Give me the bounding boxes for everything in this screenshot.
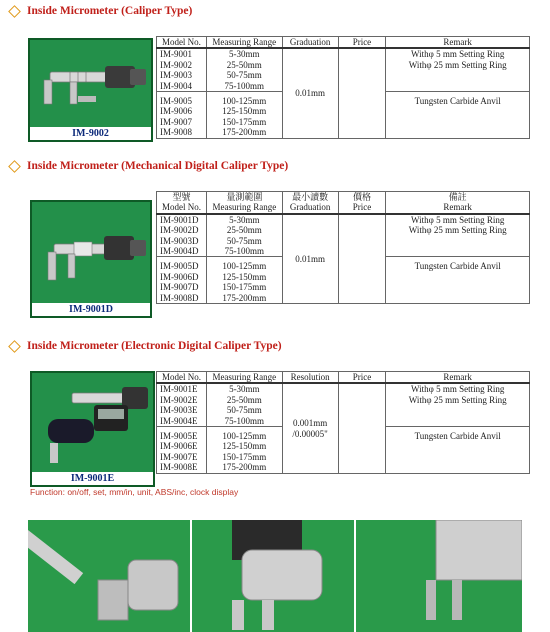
- spec-table-mechanical: [156, 191, 530, 304]
- micrometer-illustration: [30, 40, 153, 132]
- list-item: IM-9006D: [160, 271, 199, 282]
- list-item: IM-9006: [160, 106, 192, 117]
- product-photo-im9001d: [30, 200, 152, 318]
- product-photo-im9002: [28, 38, 153, 142]
- diamond-bullet-icon: [8, 160, 21, 173]
- list-item: Remark: [443, 372, 472, 382]
- micrometer-illustration: [32, 202, 152, 308]
- header-price: [338, 372, 386, 384]
- range-list: [206, 214, 282, 257]
- list-item: Resolution: [290, 372, 330, 382]
- list-item: 5-30mm: [229, 384, 260, 395]
- list-item: Remark: [443, 37, 472, 47]
- list-item: 25-50mm: [226, 225, 262, 236]
- list-item: 量測範圍: [226, 192, 263, 202]
- model-list: [157, 92, 207, 139]
- list-item: IM-9004D: [160, 246, 199, 257]
- list-item: 175-200mm: [222, 462, 267, 473]
- list-item: 備註: [448, 192, 467, 202]
- list-item: IM-9005: [160, 96, 192, 107]
- table-header-row: [157, 192, 530, 214]
- remark-rings: [386, 48, 530, 91]
- micrometer-illustration: [32, 373, 155, 477]
- list-item: Withφ 25 mm Setting Ring: [408, 59, 507, 70]
- list-item: Withφ 25 mm Setting Ring: [408, 225, 507, 236]
- closeup-photo-left: [28, 520, 190, 632]
- remark-anvil: Tungsten Carbide Anvil: [386, 92, 530, 139]
- list-item: IM-9001: [160, 49, 192, 60]
- closeup-photo-right: [356, 520, 522, 632]
- function-note: Function: on/off, set, mm/in, unit, ABS/inc, clock display: [30, 487, 239, 497]
- header-graduation: [282, 192, 338, 214]
- list-item: Withφ 25 mm Setting Ring: [408, 394, 507, 405]
- list-item: 125-150mm: [222, 271, 267, 282]
- table-header-row: [157, 372, 530, 384]
- list-item: Price: [352, 202, 372, 213]
- list-item: 價格: [352, 192, 371, 202]
- list-item: Graduation: [289, 202, 331, 213]
- list-item: 175-200mm: [222, 292, 267, 303]
- graduation-value: [282, 214, 338, 304]
- section-title-caliper: Inside Micrometer (Caliper Type): [6, 3, 192, 19]
- list-item: IM-9003D: [160, 235, 199, 246]
- list-item: /0.00005": [292, 428, 328, 439]
- list-item: IM-9003E: [160, 405, 198, 416]
- range-list: [206, 48, 282, 91]
- list-item: IM-9001E: [160, 384, 198, 395]
- list-item: 125-150mm: [222, 106, 267, 117]
- range-list: [206, 92, 282, 139]
- graduation-value: [282, 48, 338, 138]
- header-graduation: [282, 37, 338, 49]
- closeup-illustration: [192, 520, 354, 632]
- list-item: Model No.: [161, 202, 201, 213]
- model-list: [157, 48, 207, 91]
- list-item: 100-125mm: [222, 261, 267, 272]
- closeup-photo-middle: [192, 520, 354, 632]
- list-item: Withφ 5 mm Setting Ring: [411, 384, 505, 395]
- price-value: [338, 214, 386, 304]
- section-title-mechanical: Inside Micrometer (Mechanical Digital Caliper Type): [6, 158, 288, 174]
- table-header-row: [157, 37, 530, 49]
- list-item: IM-9005E: [160, 431, 198, 442]
- remark-rings: [386, 214, 530, 257]
- list-item: IM-9004: [160, 80, 192, 91]
- range-list: [206, 383, 282, 426]
- list-item: 最小讀數: [292, 192, 329, 202]
- list-item: IM-9002E: [160, 394, 198, 405]
- remark-rings: [386, 383, 530, 426]
- list-item: IM-9002: [160, 59, 192, 70]
- price-value: [338, 48, 386, 138]
- list-item: IM-9007D: [160, 282, 199, 293]
- list-item: 150-175mm: [222, 116, 267, 127]
- price-value: [338, 383, 386, 473]
- list-item: IM-9001D: [160, 214, 199, 225]
- list-item: Graduation: [289, 37, 331, 47]
- list-item: IM-9003: [160, 70, 192, 81]
- list-item: IM-9008: [160, 127, 192, 138]
- list-item: IM-9007: [160, 116, 192, 127]
- list-item: Withφ 5 mm Setting Ring: [410, 49, 505, 60]
- list-item: 50-75mm: [226, 235, 262, 246]
- header-model: [157, 37, 207, 49]
- section-title-electronic: Inside Micrometer (Electronic Digital Caliper Type): [6, 338, 282, 354]
- list-item: Measuring Range: [212, 202, 277, 213]
- list-item: 0.01mm: [295, 88, 325, 99]
- list-item: 100-125mm: [222, 96, 267, 107]
- list-item: 50-75mm: [226, 405, 262, 416]
- header-range: [206, 37, 282, 49]
- model-list: [157, 257, 207, 304]
- list-item: 50-75mm: [226, 70, 262, 81]
- header-model: [157, 372, 207, 384]
- list-item: IM-9008D: [160, 292, 199, 303]
- table-row: [157, 383, 530, 426]
- product-photo-caption: IM-9002: [30, 127, 151, 140]
- remark-anvil: Tungsten Carbide Anvil: [386, 427, 530, 474]
- product-photo-im9001e: [30, 371, 155, 487]
- resolution-value: [282, 383, 338, 473]
- model-list: [157, 383, 207, 426]
- list-item: Price: [352, 372, 372, 382]
- product-photo-caption: IM-9001D: [32, 303, 150, 316]
- spec-table-caliper: [156, 36, 530, 139]
- list-item: 125-150mm: [222, 441, 267, 452]
- closeup-illustration: [356, 520, 522, 632]
- header-model: [157, 192, 207, 214]
- model-list: [157, 214, 207, 257]
- list-item: 150-175mm: [222, 282, 267, 293]
- diamond-bullet-icon: [8, 340, 21, 353]
- header-resolution: [282, 372, 338, 384]
- list-item: Model No.: [161, 372, 201, 382]
- range-list: [206, 257, 282, 304]
- list-item: IM-9007E: [160, 451, 198, 462]
- header-remark: [386, 192, 530, 214]
- spec-table-electronic: [156, 371, 530, 474]
- list-item: IM-9006E: [160, 441, 198, 452]
- table-row: [157, 48, 530, 91]
- model-list: [157, 427, 207, 474]
- list-item: IM-9002D: [160, 225, 199, 236]
- list-item: Measuring Range: [212, 372, 277, 382]
- list-item: IM-9008E: [160, 462, 198, 473]
- list-item: 5-30mm: [229, 49, 260, 60]
- product-photo-caption: IM-9001E: [32, 472, 153, 485]
- list-item: Withφ 5 mm Setting Ring: [411, 214, 505, 225]
- list-item: Measuring Range: [212, 37, 277, 47]
- header-range: [206, 192, 282, 214]
- list-item: 75-100mm: [224, 80, 265, 91]
- diamond-bullet-icon: [8, 5, 21, 18]
- list-item: 0.001mm: [293, 418, 328, 429]
- closeup-illustration: [28, 520, 190, 632]
- list-item: Model No.: [161, 37, 201, 47]
- list-item: IM-9004E: [160, 415, 198, 426]
- list-item: 0.01mm: [295, 253, 326, 264]
- range-list: [206, 427, 282, 474]
- list-item: 5-30mm: [229, 214, 260, 225]
- header-range: [206, 372, 282, 384]
- header-price: [338, 192, 386, 214]
- header-remark: [386, 372, 530, 384]
- header-remark: [386, 37, 530, 49]
- table-row: [157, 214, 530, 257]
- list-item: 25-50mm: [226, 59, 262, 70]
- list-item: 型號: [172, 192, 191, 202]
- list-item: 175-200mm: [222, 127, 267, 138]
- header-price: [338, 37, 386, 49]
- list-item: 150-175mm: [222, 451, 267, 462]
- list-item: IM-9005D: [160, 261, 199, 272]
- list-item: Remark: [443, 202, 472, 213]
- list-item: Price: [352, 37, 372, 47]
- list-item: 25-50mm: [226, 394, 262, 405]
- list-item: 75-100mm: [224, 415, 265, 426]
- list-item: 100-125mm: [222, 431, 267, 442]
- list-item: 75-100mm: [224, 246, 265, 257]
- remark-anvil: Tungsten Carbide Anvil: [386, 257, 530, 304]
